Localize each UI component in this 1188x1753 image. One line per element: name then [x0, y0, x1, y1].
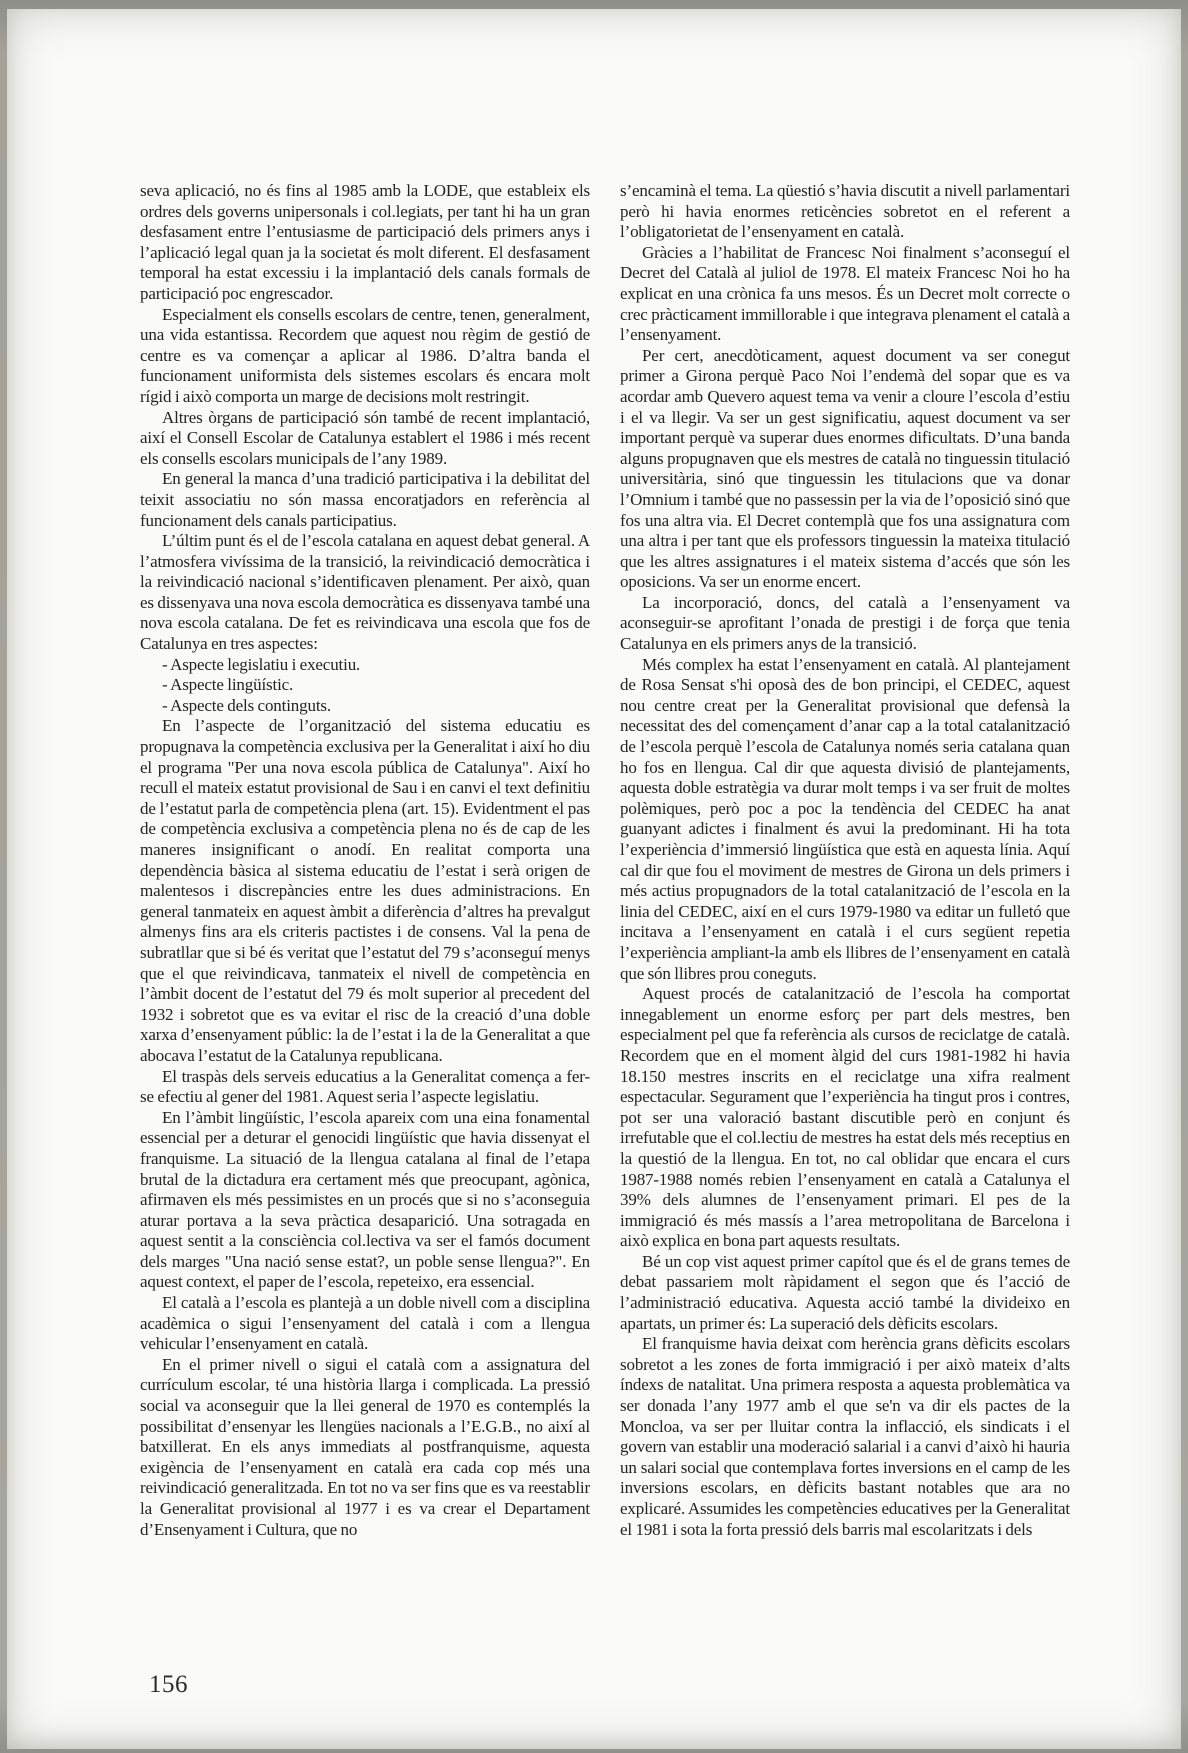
paragraph: En general la manca d’una tradició participativa i la debilitat del teixit associatiu no són massa encoratjadors en referència al funcionament dels canals participatius. — [140, 469, 590, 530]
list-item: - Aspecte legislatiu i executiu. — [162, 654, 361, 674]
paragraph: El traspàs dels serveis educatius a la Generalitat comença a fer-se efectiu al gener del 1981. Aquest seria l’aspecte legislatiu. — [140, 1066, 590, 1107]
page-number: 156 — [149, 1671, 188, 1698]
list-item: - Aspecte lingüístic. — [162, 675, 294, 695]
paragraph: L’últim punt és el de l’escola catalana en aquest debat general. A l’atmosfera vivíssima de la transició, la reivindicació democràtica i la reivindicació nacional s’identificaven plenament. Per això, quan es dissenyava una nova escola democràtica es dissenyava també una nova escola catalana. De fet es reivindicava una escola que fos de Catalunya en tres aspectes: — [140, 531, 590, 654]
text-column-left — [140, 181, 590, 1540]
paragraph: s’encaminà el tema. La qüestió s’havia discutit a nivell parlamentari però hi havia enormes reticències sobretot en el referent a l’obligatorietat de l’ensenyament en català. — [620, 181, 1070, 242]
paragraph: En el primer nivell o sigui el català com a assignatura del currículum escolar, té una història llarga i complicada. La pressió social va aconseguir que la llei general de 1970 es contemplés la possibilitat d’ensenyar les llengües nacionals a l’E.G.B., no així al batxillerat. En els anys immediats al postfranquisme, aquesta exigència de l’ensenyament en català era cada cop més una reivindicació generalitzada. En tot no va ser fins que es va reestablir la Generalitat provisional al 1977 i es va crear el Departament d’Ensenyament i Cultura, que no — [140, 1354, 590, 1539]
text-body — [140, 181, 1070, 1540]
paragraph: El català a l’escola es plantejà a un doble nivell com a disciplina acadèmica o sigui l’ensenyament del català i com a llengua vehicular l’ensenyament en català. — [140, 1293, 590, 1354]
paragraph: En l’aspecte de l’organització del sistema educatiu es propugnava la competència exclusiva per la Generalitat i així ho diu el programa "Per una nova escola pública de Catalunya". Així ho recull el mateix estatut provisional de Sau i en canvi el text definitiu de l’estatut parla de competència plena (art. 15). Evidentment el pas de competència exclusiva a competència plena no és de cap de les maneres insignificant o anodí. En realitat comporta una dependència bàsica al sistema educatiu de l’estat i serà origen de malentesos i discrepàncies entre les dues administracions. En general tanmateix en aquest àmbit a diferència d’altres ha prevalgut almenys fins ara els criteris pactistes i de consens. Val la pena de subratllar que si bé és veritat que l’estatut del 79 s’aconseguí menys que el que reivindicava, tanmateix el nivell de competència en l’àmbit docent de l’estatut del 79 és molt superior al precedent del 1932 i sobretot que es va evitar el risc de la creació d’una doble xarxa d’ensenyament públic: la de l’estat i la de la Generalitat a que abocava l’estatut de la Catalunya republicana. — [140, 716, 590, 1065]
document-page — [7, 9, 1181, 1749]
paragraph: Gràcies a l’habilitat de Francesc Noi finalment s’aconseguí el Decret del Català al juliol de 1978. El mateix Francesc Noi ho ha explicat en una crònica fa uns mesos. És un Decret molt correcte o crec pràcticament immillorable i que integrava plenament el català a l’ensenyament. — [620, 242, 1070, 345]
paragraph: Més complex ha estat l’ensenyament en català. Al plantejament de Rosa Sensat s'hi oposà des de bon principi, el CEDEC, aquest nou centre creat per la Generalitat provisional que defensà la necessitat des del començament d’anar cap a la total catalanització de l’escola perquè l’escola de Catalunya només seria catalana quan ho fos en llengua. Cal dir que aquesta divisió de plantejaments, aquesta doble estratègia va durar molt temps i va ser fruit de moltes polèmiques, però poc a poc la tendència del CEDEC ha anat guanyant adictes i finalment és avui la predominant. Hi ha tota l’experiència d’immersió lingüística que està en aquesta línia. Aquí cal dir que fou el moviment de mestres de Girona un dels primers i més actius propugnadors de la total catalanització de l’escola en la linia del CEDEC, així en el curs 1979-1980 va editar un fulletó que incitava a l’ensenyament en català i el curs següent repetia l’experiència ampliant-la amb els llibres de l’ensenyament en català que són llibres prou coneguts. — [620, 654, 1070, 983]
paragraph: Bé un cop vist aquest primer capítol que és el de grans temes de debat passariem molt ràpidament el segon que és l’acció de l’administració educativa. Aquesta acció també la divideixo en apartats, un primer és: La superació dels dèficits escolars. — [620, 1251, 1070, 1333]
paragraph: En l’àmbit lingüístic, l’escola apareix com una eina fonamental essencial per a deturar el genocidi lingüístic que havia dissenyat el franquisme. La situació de la llengua catalana al final de l’etapa brutal de la dictadura era certament més que preocupant, agònica, afirmaven els més pessimistes en un procés que si no s’aconseguia aturar portava a la seva pràctica desaparició. Una sotragada en aquest sentit a la consciència col.lectiva va ser el famós document dels marges "Una nació sense estat?, un poble sense llengua?". En aquest context, el paper de l’escola, repeteixo, era essencial. — [140, 1107, 590, 1292]
list-item: - Aspecte dels continguts. — [162, 695, 331, 715]
paragraph: Aquest procés de catalanització de l’escola ha comportat innegablement un enorme esforç per part dels mestres, ben especialment pel que fa referència als cursos de reciclatge de català. Recordem que en el moment àlgid del curs 1981-1982 hi havia 18.150 mestres inscrits en el reciclatge una xifra realment espectacular. Segurament que l’experiència ha tingut pros i contres, pot ser una valoració bastant discutible però en conjunt és irrefutable que el col.lectiu de mestres ha estat dels més receptius en la questió de la llengua. En tot, no cal oblidar que encara el curs 1987-1988 només rebien l’ensenyament en català a Catalunya el 39% dels alumnes de l’ensenyament primari. El pes de la immigració és més massís a l’area metropolitana de Barcelona i això explica en bona part aquests resultats. — [620, 984, 1070, 1251]
paragraph: Altres òrgans de participació són també de recent implantació, així el Consell Escolar de Catalunya establert el 1986 i més recent els consells escolars municipals de l’any 1989. — [140, 407, 590, 468]
paragraph: Per cert, anecdòticament, aquest document va ser conegut primer a Girona perquè Paco Noi l’endemà del sopar que es va acordar amb Quevero aquest tema va venir a cloure l’escola d’estiu i el va llegir. Va ser un gest significatiu, aquest document va ser important perquè va superar dues enormes dificultats. D’una banda alguns propugnaven que els mestres de català no tinguessin titulació universitària, sinó que tinguessin les titulacions que va donar l’Omnium i també que no passessin per la via de l’oposició sinó que fos una altra via. El Decret contemplà que fos una assignatura com una altra i per tant que els professors tinguessin la mateixa titulació que les altres assignatures i el mateix sistema d’accés que són les oposicions. Va ser un enorme encert. — [620, 345, 1070, 592]
paragraph: Especialment els consells escolars de centre, tenen, generalment, una vida estantissa. Recordem que aquest nou règim de gestió de centre es va començar a aplicar al 1986. D’altra banda el funcionament uniformista dels sistemes escolars és encara molt rígid i això comporta un marge de decisions molt restringit. — [140, 304, 590, 406]
paragraph: seva aplicació, no és fins al 1985 amb la LODE, que estableix els ordres dels governs unipersonals i col.legiats, per tant hi ha un gran desfasament entre l’entusiasme de participació dels primers anys i l’aplicació legal quan ja la societat és molt diferent. El desfasament temporal ha estat excessiu i la implantació dels canals formals de participació poc engrescador. — [140, 181, 590, 303]
text-column-right — [620, 181, 1070, 1540]
paragraph: El franquisme havia deixat com herència grans dèficits escolars sobretot a les zones de forta immigració i per això mateix d’alts índexs de natalitat. Una primera resposta a aquesta problemàtica va ser donada l’any 1977 amb el que se'n va dir els pactes de la Moncloa, va ser per lluitar contra la inflacció, els sindicats i el govern van establir una moderació salarial i a canvi d’això hi hauria un salari social que contemplava fortes inversions en el camp de les inversions escolars, en dèficits bastant notables que ara no explicaré. Assumides les competències educatives per la Generalitat el 1981 i sota la forta pressió dels barris mal escolaritzats i dels — [620, 1334, 1070, 1539]
paragraph: La incorporació, doncs, del català a l’ensenyament va aconseguir-se aprofitant l’onada de prestigi i de força que tenia Catalunya en els primers anys de la transició. — [620, 592, 1070, 654]
